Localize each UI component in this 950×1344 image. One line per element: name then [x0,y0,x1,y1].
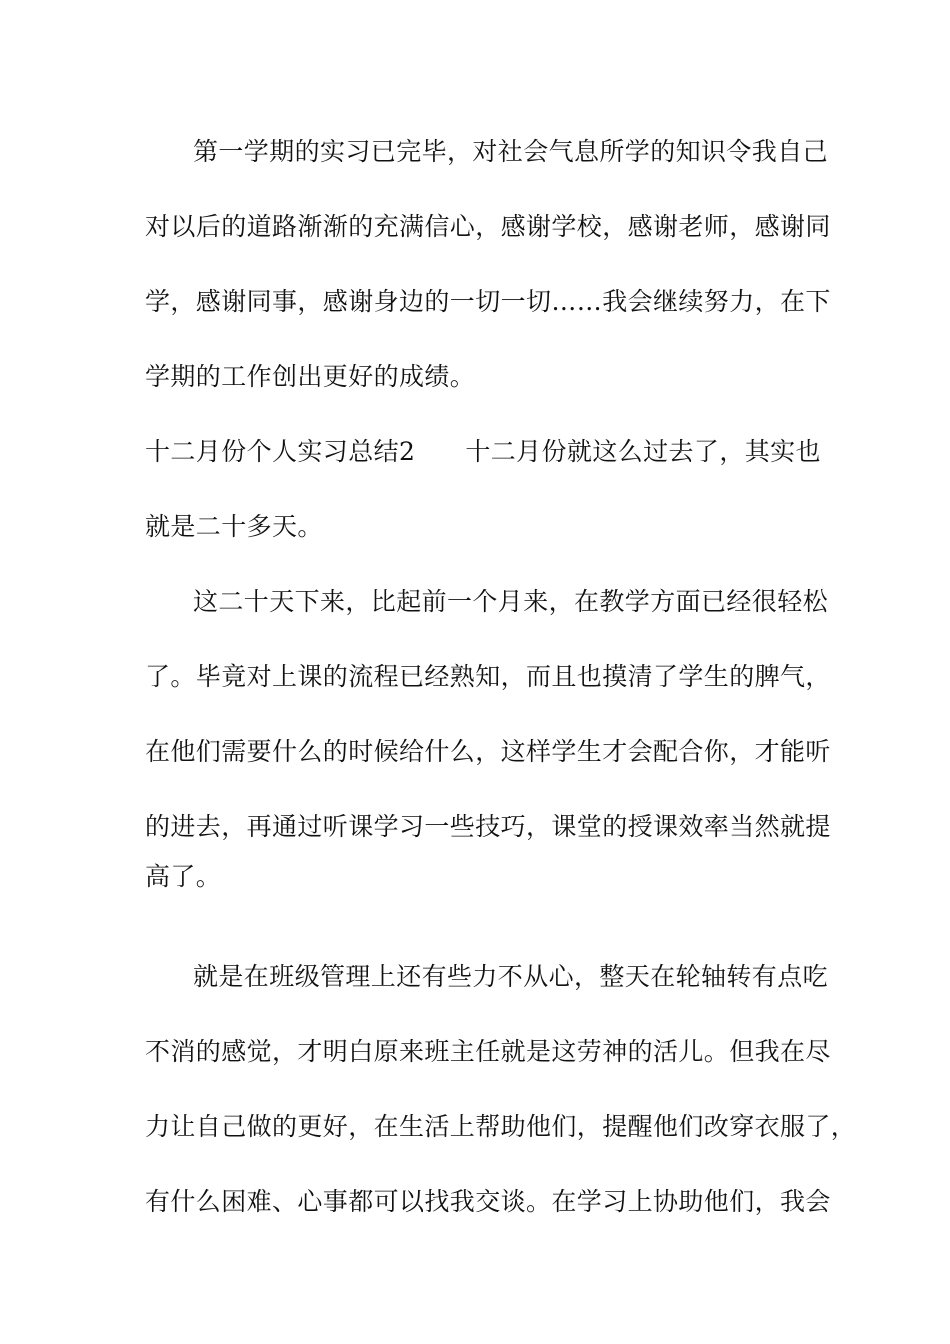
paragraph-line: 高了。 [145,862,222,891]
paragraph-line: 了。毕竟对上课的流程已经熟知，而且也摸清了学生的脾气， [145,662,831,691]
paragraph-line: 的进去，再通过听课学习一些技巧，课堂的授课效率当然就提 [145,812,831,841]
section-heading-line [145,432,821,472]
paragraph-line: 第一学期的实习已完毕，对社会气息所学的知识令我自己 [193,137,829,166]
paragraph-line: 有什么困难、心事都可以找我交谈。在学习上协助他们，我会 [145,1187,831,1216]
paragraph-text: 十二月份就这么过去了，其实也 [465,437,821,466]
paragraph-line: 就是二十多天。 [145,512,323,541]
paragraph-line: 就是在班级管理上还有些力不从心，整天在轮轴转有点吃 [193,962,829,991]
paragraph-line: 学，感谢同事，感谢身边的一切一切……我会继续努力，在下 [145,287,831,316]
paragraph-line: 这二十天下来，比起前一个月来，在教学方面已经很轻松 [193,587,829,616]
paragraph-line: 对以后的道路渐渐的充满信心，感谢学校，感谢老师，感谢同 [145,212,831,241]
paragraph-line: 力让自己做的更好，在生活上帮助他们，提醒他们改穿衣服了， [145,1112,857,1141]
section-heading: 十二月份个人实习总结2 [145,437,416,466]
paragraph-line: 学期的工作创出更好的成绩。 [145,362,476,391]
paragraph-line: 在他们需要什么的时候给什么，这样学生才会配合你，才能听 [145,737,831,766]
paragraph-line: 不消的感觉，才明白原来班主任就是这劳神的活儿。但我在尽 [145,1037,831,1066]
